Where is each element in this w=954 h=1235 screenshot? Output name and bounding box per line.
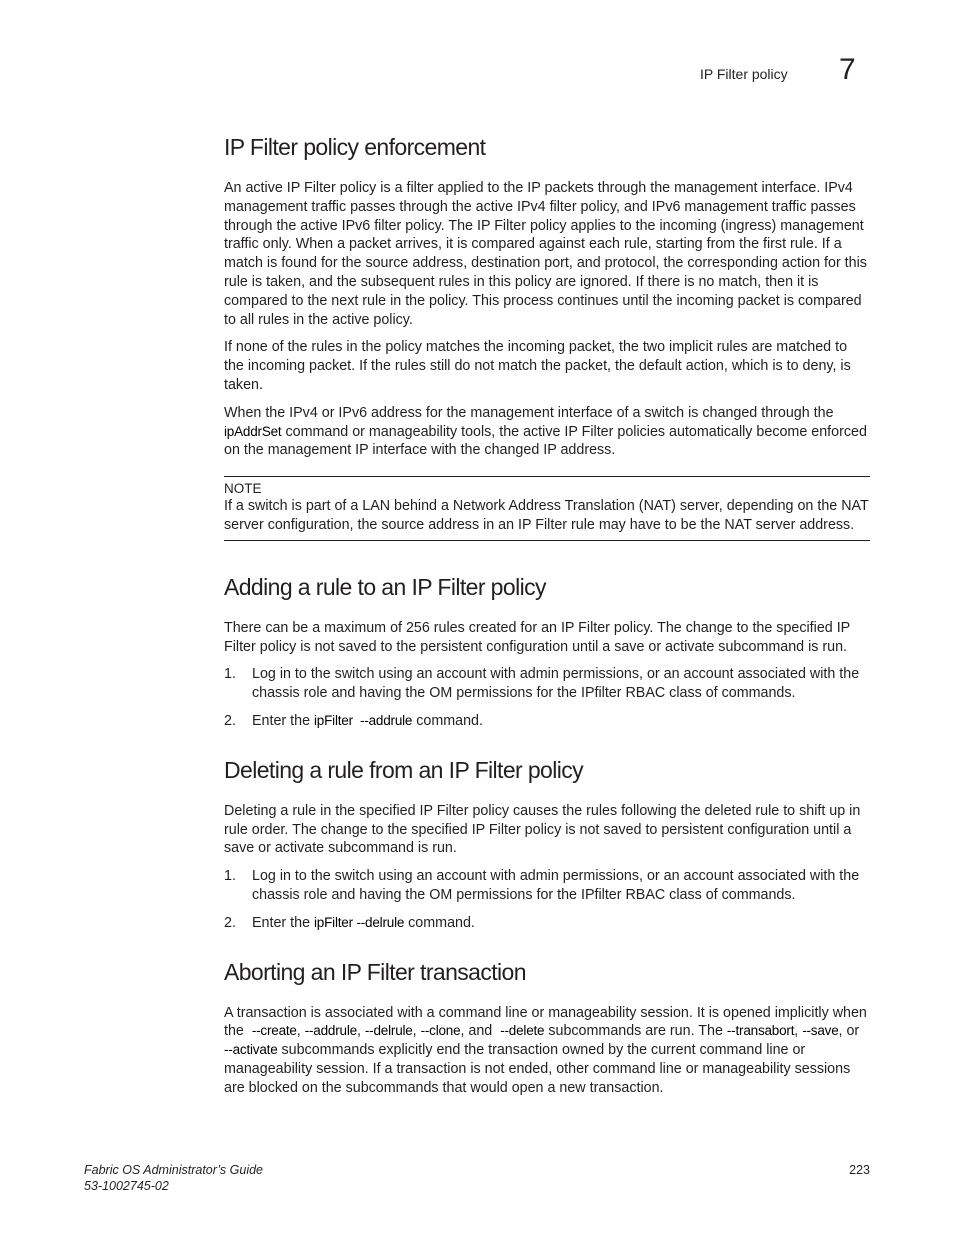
command-text: --save [802,1023,839,1039]
section-heading: Deleting a rule from an IP Filter policy [224,756,584,783]
command-text: --delete [500,1023,545,1039]
note-label: NOTE [224,481,262,497]
list-item: 1. Log in to the switch using an account with admin permissions, or an account associated with the chassis role and having the OM permissions for the IPfilter RBAC class of commands. [224,868,860,903]
command-text: --activate [224,1042,278,1058]
paragraph: A transaction is associated with a command line or manageability session. It is opened implicitly when the --create, --addrule, --delrule, --clone, and --delete subcommands are run. The --transabort, --save, or --activate subcommands explicitly end the transaction owned by the current command line or manageability session. If a transaction is not ended, other command line or manageability sessions are blocked on the subcommands that would open a new transaction. [224,1004,871,1096]
page-content [224,130,870,1107]
section-deleting-rule [224,753,870,933]
command-text: ipAddrSet [224,423,282,439]
note-text: If a switch is part of a LAN behind a Network Address Translation (NAT) server, depending on the NAT server configuration, the source address in an IP Filter rule may have to be the NAT server address. [224,498,869,533]
command-text: ipFilter --delrule [314,914,405,930]
command-text: --delrule [364,1023,413,1039]
paragraph: When the IPv4 or IPv6 address for the management interface of a switch is changed through the ipAddrSet command or manageability tools, the active IP Filter policies automatically become enforced on the management IP interface with the changed IP address. [224,404,867,459]
command-text: ipFilter --addrule [314,712,413,728]
command-text: --addrule [304,1023,357,1039]
note-box [224,476,870,541]
list-item: 2. Enter the ipFilter --delrule command. [224,914,475,931]
section-heading: IP Filter policy enforcement [224,134,486,160]
command-text: --create [251,1023,297,1039]
section-heading: Adding a rule to an IP Filter policy [224,573,546,600]
paragraph: There can be a maximum of 256 rules created for an IP Filter policy. The change to the specified IP Filter policy is not saved to the persistent configuration until a save or activate subcommand is run. [224,619,850,655]
section-enforcement [224,130,870,541]
footer-page-number: 223 [849,1163,870,1177]
footer-book-title: Fabric OS Administrator’s Guide [84,1163,263,1177]
header-chapter-number: 7 [839,53,856,86]
list-item: 1. Log in to the switch using an account with admin permissions, or an account associated with the chassis role and having the OM permissions for the IPfilter RBAC class of commands. [224,666,860,702]
paragraph: If none of the rules in the policy matches the incoming packet, the two implicit rules are matched to the incoming packet. If the rules still do not match the packet, the default action, which is to deny, is taken. [224,339,851,393]
command-text: --transabort [726,1023,795,1039]
steps-list [224,867,870,932]
command-text: --clone [420,1023,461,1039]
paragraph: Deleting a rule in the specified IP Filter policy causes the rules following the deleted rule to shift up in rule order. The change to the specified IP Filter policy is not saved to persistent configuration until a save or activate subcommand is run. [224,802,861,857]
steps-list [224,665,870,730]
section-heading: Aborting an IP Filter transaction [224,958,526,985]
list-item: 2. Enter the ipFilter --addrule command. [224,712,483,729]
section-adding-rule [224,570,870,731]
footer-doc-number: 53-1002745-02 [84,1179,169,1193]
header-section-title: IP Filter policy [700,66,788,82]
section-aborting-transaction [224,955,870,1098]
paragraph: An active IP Filter policy is a filter applied to the IP packets through the management interface. IPv4 management traffic passes through the active IPv4 filter policy, and IPv6 management traffic passes through the active IPv6 filter policy. The IP Filter policy applies to the incoming (ingress) management traffic only. When a packet arrives, it is compared against each rule, starting from the first rule. If a match is found for the source address, destination port, and protocol, the corresponding action for this rule is taken, and the subsequent rules in this policy are ignored. If there is no match, then it is compared to the next rule in the policy. This process continues until the incoming packet is compared to all rules in the active policy. [224,180,867,328]
